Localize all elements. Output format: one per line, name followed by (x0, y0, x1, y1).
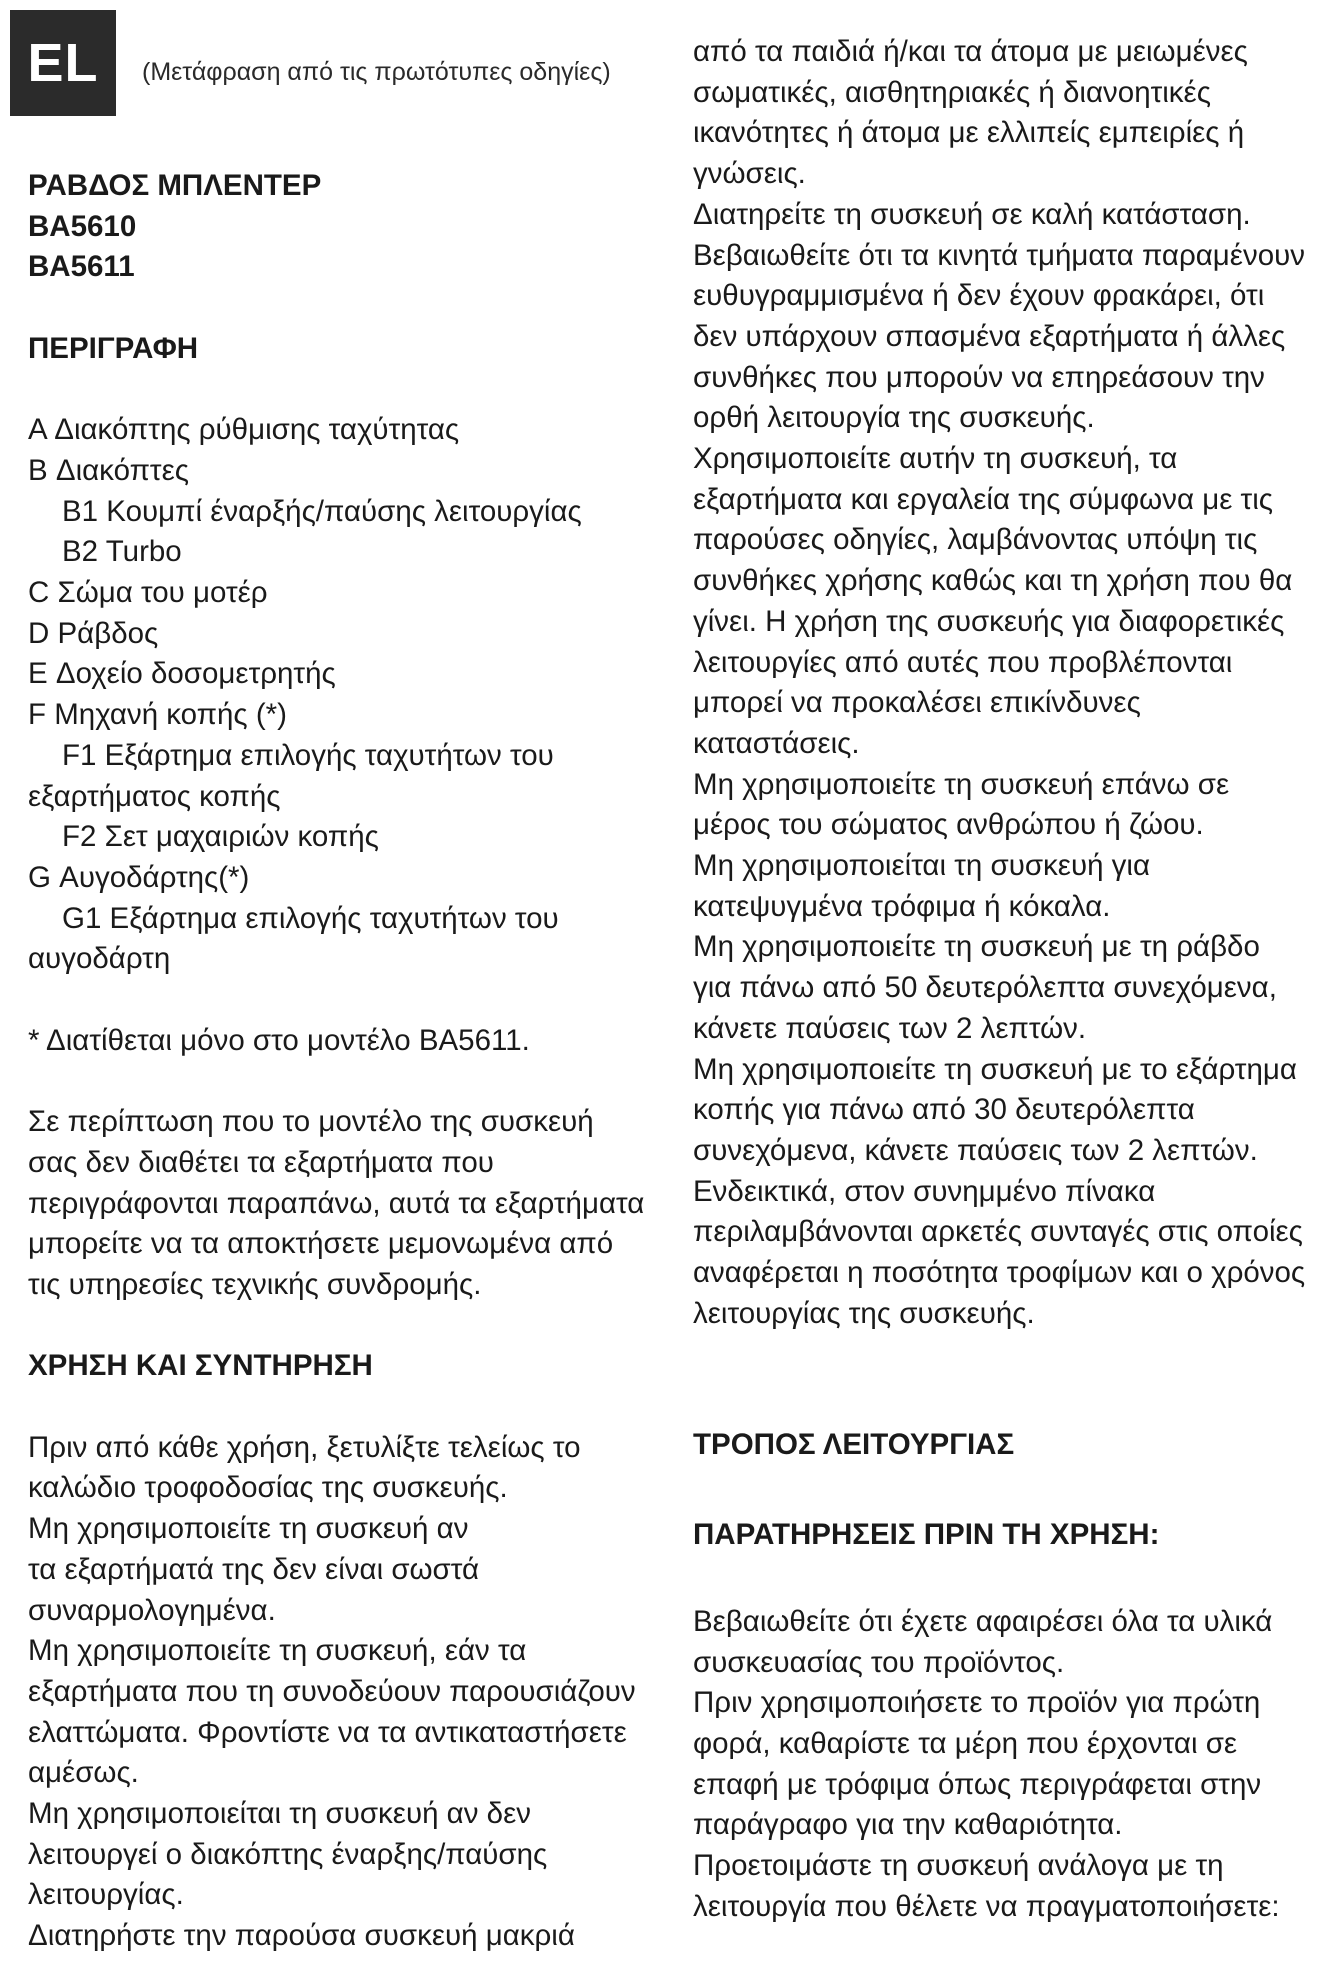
paragraph-line: κατεψυγμένα τρόφιμα ή κόκαλα. (693, 889, 1111, 923)
list-item: αυγοδάρτη (28, 942, 171, 976)
paragraph-line: από τα παιδιά ή/και τα άτομα με μειωμένες (693, 35, 1248, 68)
section-heading-operation: ΤΡΟΠΟΣ ΛΕΙΤΟΥΡΓΙΑΣ (693, 1428, 1015, 1462)
paragraph-line: Πριν από κάθε χρήση, ξετυλίξτε τελείως το (28, 1430, 581, 1464)
model-number: BA5611 (28, 250, 135, 284)
paragraph-line: φορά, καθαρίστε τα μέρη που έρχονται σε (693, 1727, 1238, 1761)
paragraph-line: λειτουργίες από αυτές που προβλέπονται (693, 645, 1233, 679)
list-item: B2 Turbo (62, 535, 182, 569)
paragraph-line: αμέσως. (28, 1756, 139, 1790)
paragraph-line: ευθυγραμμισμένα ή δεν έχουν φρακάρει, ότι (693, 279, 1265, 313)
paragraph-line: εξαρτήματα που τη συνοδεύουν παρουσιάζουν (28, 1674, 636, 1708)
list-item: G Αυγοδάρτης(*) (28, 860, 250, 894)
paragraph-line: τις υπηρεσίες τεχνικής συνδρομής. (28, 1267, 482, 1301)
list-item: B1 Κουμπί έναρξής/παύσης λειτουργίας (62, 494, 582, 528)
paragraph-line: σωματικές, αισθητηριακές ή διανοητικές (693, 75, 1211, 109)
paragraph-line: δεν υπάρχουν σπασμένα εξαρτήματα ή άλλες (693, 319, 1286, 353)
parts-list (28, 410, 668, 980)
paragraph-line: Πριν χρησιμοποιήσετε το προϊόν για πρώτη (693, 1686, 1261, 1720)
product-title: ΡΑΒΔΟΣ ΜΠΛΕΝΤΕΡ (28, 169, 322, 202)
paragraph-line: συνεχόμενα, κάνετε παύσεις των 2 λεπτών. (693, 1133, 1258, 1167)
list-item: εξαρτήματος κοπής (28, 779, 281, 813)
paragraph-line: παράγραφο για την καθαριότητα. (693, 1808, 1123, 1842)
list-item: F1 Εξάρτημα επιλογής ταχυτήτων του (62, 738, 554, 772)
paragraph-line: λειτουργίας. (28, 1878, 184, 1912)
paragraph-line: Σε περίπτωση που το μοντέλο της συσκευή (28, 1105, 594, 1139)
section-heading-description: ΠΕΡΙΓΡΑΦΗ (28, 331, 199, 365)
paragraph-line: συνθήκες που μπορούν να επηρεάσουν την (693, 360, 1265, 394)
paragraph-line: περιλαμβάνονται αρκετές συνταγές στις οποίες (693, 1215, 1303, 1249)
left-column (28, 166, 668, 1957)
paragraph-line: συναρμολογημένα. (28, 1593, 276, 1627)
paragraph-line: Μη χρησιμοποιείται τη συσκευή αν δεν (28, 1797, 531, 1831)
paragraph-line: Μη χρησιμοποιείτε τη συσκευή με τη ράβδο (693, 930, 1260, 964)
paragraph-line: σας δεν διαθέτει τα εξαρτήματα που (28, 1145, 494, 1179)
list-item: E Δοχείο δοσομετρητής (28, 657, 336, 691)
paragraph-line: κοπής για πάνω από 30 δευτερόλεπτα (693, 1093, 1195, 1127)
list-item: D Ράβδος (28, 616, 159, 650)
paragraph-line: λειτουργία που θέλετε να πραγματοποιήσετε: (693, 1889, 1280, 1923)
paragraph-line: καλώδιο τροφοδοσίας της συσκευής. (28, 1471, 508, 1505)
paragraph-line: συσκευασίας του προϊόντος. (693, 1645, 1065, 1679)
list-item: A Διακόπτης ρύθμισης ταχύτητας (28, 413, 460, 447)
translation-note: (Μετάφραση από τις πρωτότυπες οδηγίες) (142, 58, 611, 86)
availability-paragraph (28, 1102, 668, 1306)
before-use-paragraph (693, 1602, 1318, 1928)
paragraph-line: Διατηρήστε την παρούσα συσκευή μακριά (28, 1919, 575, 1953)
paragraph-line: Διατηρείτε τη συσκευή σε καλή κατάσταση. (693, 197, 1251, 231)
paragraph-line: παρούσες οδηγίες, λαμβάνοντας υπόψη τις (693, 523, 1258, 557)
paragraph-line: εξαρτήματα και εργαλεία της σύμφωνα με τις (693, 482, 1273, 516)
paragraph-line: Μη χρησιμοποιείτε τη συσκευή αν (28, 1512, 469, 1546)
paragraph-line: Μη χρησιμοποιείτε τη συσκευή με το εξάρτημα (693, 1052, 1297, 1086)
paragraph-line: Βεβαιωθείτε ότι έχετε αφαιρέσει όλα τα υλικά (693, 1604, 1273, 1638)
paragraph-line: μπορείτε να τα αποκτήσετε μεμονωμένα από (28, 1227, 614, 1261)
paragraph-line: περιγράφονται παραπάνω, αυτά τα εξαρτήματα (28, 1186, 645, 1220)
list-item: C Σώμα του μοτέρ (28, 576, 268, 609)
paragraph-line: Προετοιμάστε τη συσκευή ανάλογα με τη (693, 1849, 1224, 1883)
paragraph-line: μπορεί να προκαλέσει επικίνδυνες (693, 686, 1141, 720)
paragraph-line: Μη χρησιμοποιείτε τη συσκευή επάνω σε (693, 767, 1230, 801)
availability-footnote: * Διατίθεται μόνο στο μοντέλο BA5611. (28, 1023, 530, 1057)
paragraph-line: γνώσεις. (693, 157, 806, 191)
paragraph-line: επαφή με τρόφιμα όπως περιγράφεται στην (693, 1767, 1262, 1801)
list-item: B Διακόπτες (28, 453, 189, 487)
paragraph-line: γίνει. Η χρήση της συσκευής για διαφορετικές (693, 604, 1285, 638)
paragraph-line: μέρος του σώματος ανθρώπου ή ζώου. (693, 808, 1204, 842)
paragraph-line: για πάνω από 50 δευτερόλεπτα συνεχόμενα, (693, 971, 1277, 1005)
list-item: F2 Σετ μαχαιριών κοπής (62, 820, 379, 854)
paragraph-line: λειτουργεί ο διακόπτης έναρξης/παύσης (28, 1837, 548, 1871)
list-item: F Μηχανή κοπής (*) (28, 698, 287, 732)
list-item: G1 Εξάρτημα επιλογής ταχυτήτων του (62, 901, 559, 935)
paragraph-line: συνθήκες χρήσης καθώς και τη χρήση που θα (693, 564, 1293, 598)
paragraph-line: κάνετε παύσεις των 2 λεπτών. (693, 1011, 1087, 1045)
paragraph-line: λειτουργίας της συσκευής. (693, 1296, 1035, 1330)
paragraph-line: Ενδεικτικά, στον συνημμένο πίνακα (693, 1174, 1156, 1208)
model-number: BA5610 (28, 209, 137, 243)
paragraph-line: ελαττώματα. Φροντίστε να τα αντικαταστήσετε (28, 1715, 627, 1749)
language-badge: EL (10, 10, 116, 116)
safety-paragraph-continued (693, 32, 1318, 1335)
paragraph-line: ικανότητες ή άτομα με ελλιπείς εμπειρίες ή (693, 116, 1245, 150)
section-subheading-before-use: ΠΑΡΑΤΗΡΗΣΕΙΣ ΠΡΙΝ ΤΗ ΧΡΗΣΗ: (693, 1517, 1160, 1551)
paragraph-line: τα εξαρτήματά της δεν είναι σωστά (28, 1552, 480, 1586)
safety-paragraph (28, 1428, 668, 1957)
paragraph-line: Μη χρησιμοποιείται τη συσκευή για (693, 849, 1151, 883)
paragraph-line: Βεβαιωθείτε ότι τα κινητά τμήματα παραμένουν (693, 238, 1305, 272)
section-heading-use-maintenance: ΧΡΗΣΗ ΚΑΙ ΣΥΝΤΗΡΗΣΗ (28, 1349, 373, 1383)
paragraph-line: ορθή λειτουργία της συσκευής. (693, 401, 1095, 435)
paragraph-line: καταστάσεις. (693, 726, 860, 760)
paragraph-line: Χρησιμοποιείτε αυτήν τη συσκευή, τα (693, 442, 1178, 476)
right-column (693, 32, 1318, 1928)
paragraph-line: αναφέρεται η ποσότητα τροφίμων και ο χρόνος (693, 1256, 1306, 1290)
paragraph-line: Μη χρησιμοποιείτε τη συσκευή, εάν τα (28, 1634, 527, 1668)
